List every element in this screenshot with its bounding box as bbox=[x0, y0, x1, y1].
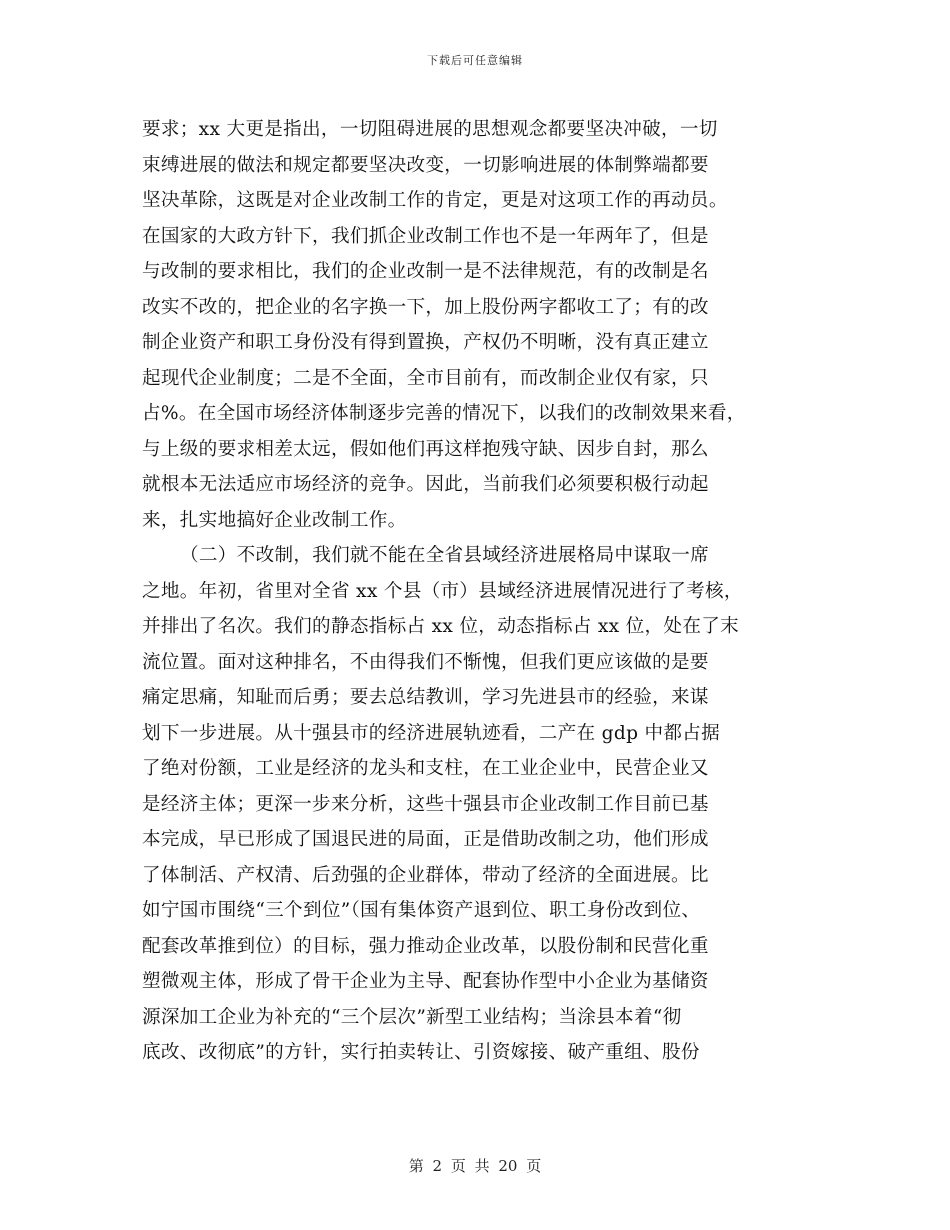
text-line: 流位置。面对这种排名，不由得我们不惭愧，但我们更应该做的是要 bbox=[142, 651, 709, 673]
text-line: 配套改革推到位）的目标，强力推动企业改革，以股份制和民营化重 bbox=[142, 935, 709, 957]
text-line: 了绝对份额，工业是经济的龙头和支柱，在工业企业中，民营企业又 bbox=[142, 758, 709, 779]
text-line: 起现代企业制度；二是不全面，全市目前有，而改制企业仅有家，只 bbox=[142, 367, 709, 389]
text-line: 坚决革除，这既是对企业改制工作的肯定，更是对这项工作的再动员。 bbox=[142, 190, 728, 211]
text-line: 了体制活、产权清、后劲强的企业群体，带动了经济的全面进展。比 bbox=[142, 864, 709, 886]
text-line: 划下一步进展。从十强县市的经济进展轨迹看，二产在 gdp 中都占据 bbox=[142, 722, 721, 744]
text-line: 占%。在全国市场经济体制逐步完善的情况下，以我们的改制效果来看， bbox=[142, 403, 746, 424]
text-line: 就根本无法适应市场经济的竞争。因此，当前我们必须要积极行动起 bbox=[142, 474, 709, 495]
text-line: 如宁国市围绕“三个到位”（国有集体资产退到位、职工身份改到位、 bbox=[142, 900, 701, 921]
text-line: 底改、改彻底”的方针，实行拍卖转让、引资嫁接、破产重组、股份 bbox=[142, 1042, 700, 1063]
text-line: 本完成，早已形成了国退民进的局面，正是借助改制之功，他们形成 bbox=[142, 829, 709, 850]
text-line: 来，扎实地搞好企业改制工作。 bbox=[142, 509, 407, 531]
text-line: 制企业资产和职工身份没有得到置换，产权仍不明晰，没有真正建立 bbox=[142, 332, 709, 353]
text-line: 塑微观主体，形成了骨干企业为主导、配套协作型中小企业为基储资 bbox=[142, 971, 709, 992]
text-line: 是经济主体；更深一步来分析，这些十强县市企业改制工作目前已基 bbox=[142, 793, 709, 815]
text-line: 并排出了名次。我们的静态指标占 xx 位，动态指标占 xx 位，处在了末 bbox=[142, 616, 740, 637]
text-line: 与上级的要求相差太远，假如他们再这样抱残守缺、因步自封，那么 bbox=[142, 438, 709, 460]
text-line: 之地。年初，省里对全省 xx 个县（市）县域经济进展情况进行了考核， bbox=[142, 580, 743, 602]
text-line: 与改制的要求相比，我们的企业改制一是不法律规范，有的改制是名 bbox=[142, 261, 709, 282]
page-number-footer: 第 2 页 共 20 页 bbox=[408, 1157, 542, 1175]
paragraph-start-line: （二）不改制，我们就不能在全省县域经济进展格局中谋取一席 bbox=[180, 545, 710, 566]
text-line: 在国家的大政方针下，我们抓企业改制工作也不是一年两年了，但是 bbox=[142, 225, 709, 247]
text-line: 源深加工企业为补充的“三个层次”新型工业结构；当涂县本着“彻 bbox=[142, 1006, 682, 1028]
text-line: 束缚进展的做法和规定都要坚决改变，一切影响进展的体制弊端都要 bbox=[142, 154, 709, 176]
page-header: 下载后可任意编辑 bbox=[427, 54, 523, 67]
body-text bbox=[142, 112, 818, 1071]
text-line: 改实不改的，把企业的名字换一下，加上股份两字都收工了；有的改 bbox=[142, 296, 709, 318]
text-line: 痛定思痛，知耻而后勇；要去总结教训，学习先进县市的经验，来谋 bbox=[142, 687, 709, 708]
text-line: 要求；xx 大更是指出，一切阻碍进展的思想观念都要坚决冲破，一切 bbox=[142, 119, 718, 140]
